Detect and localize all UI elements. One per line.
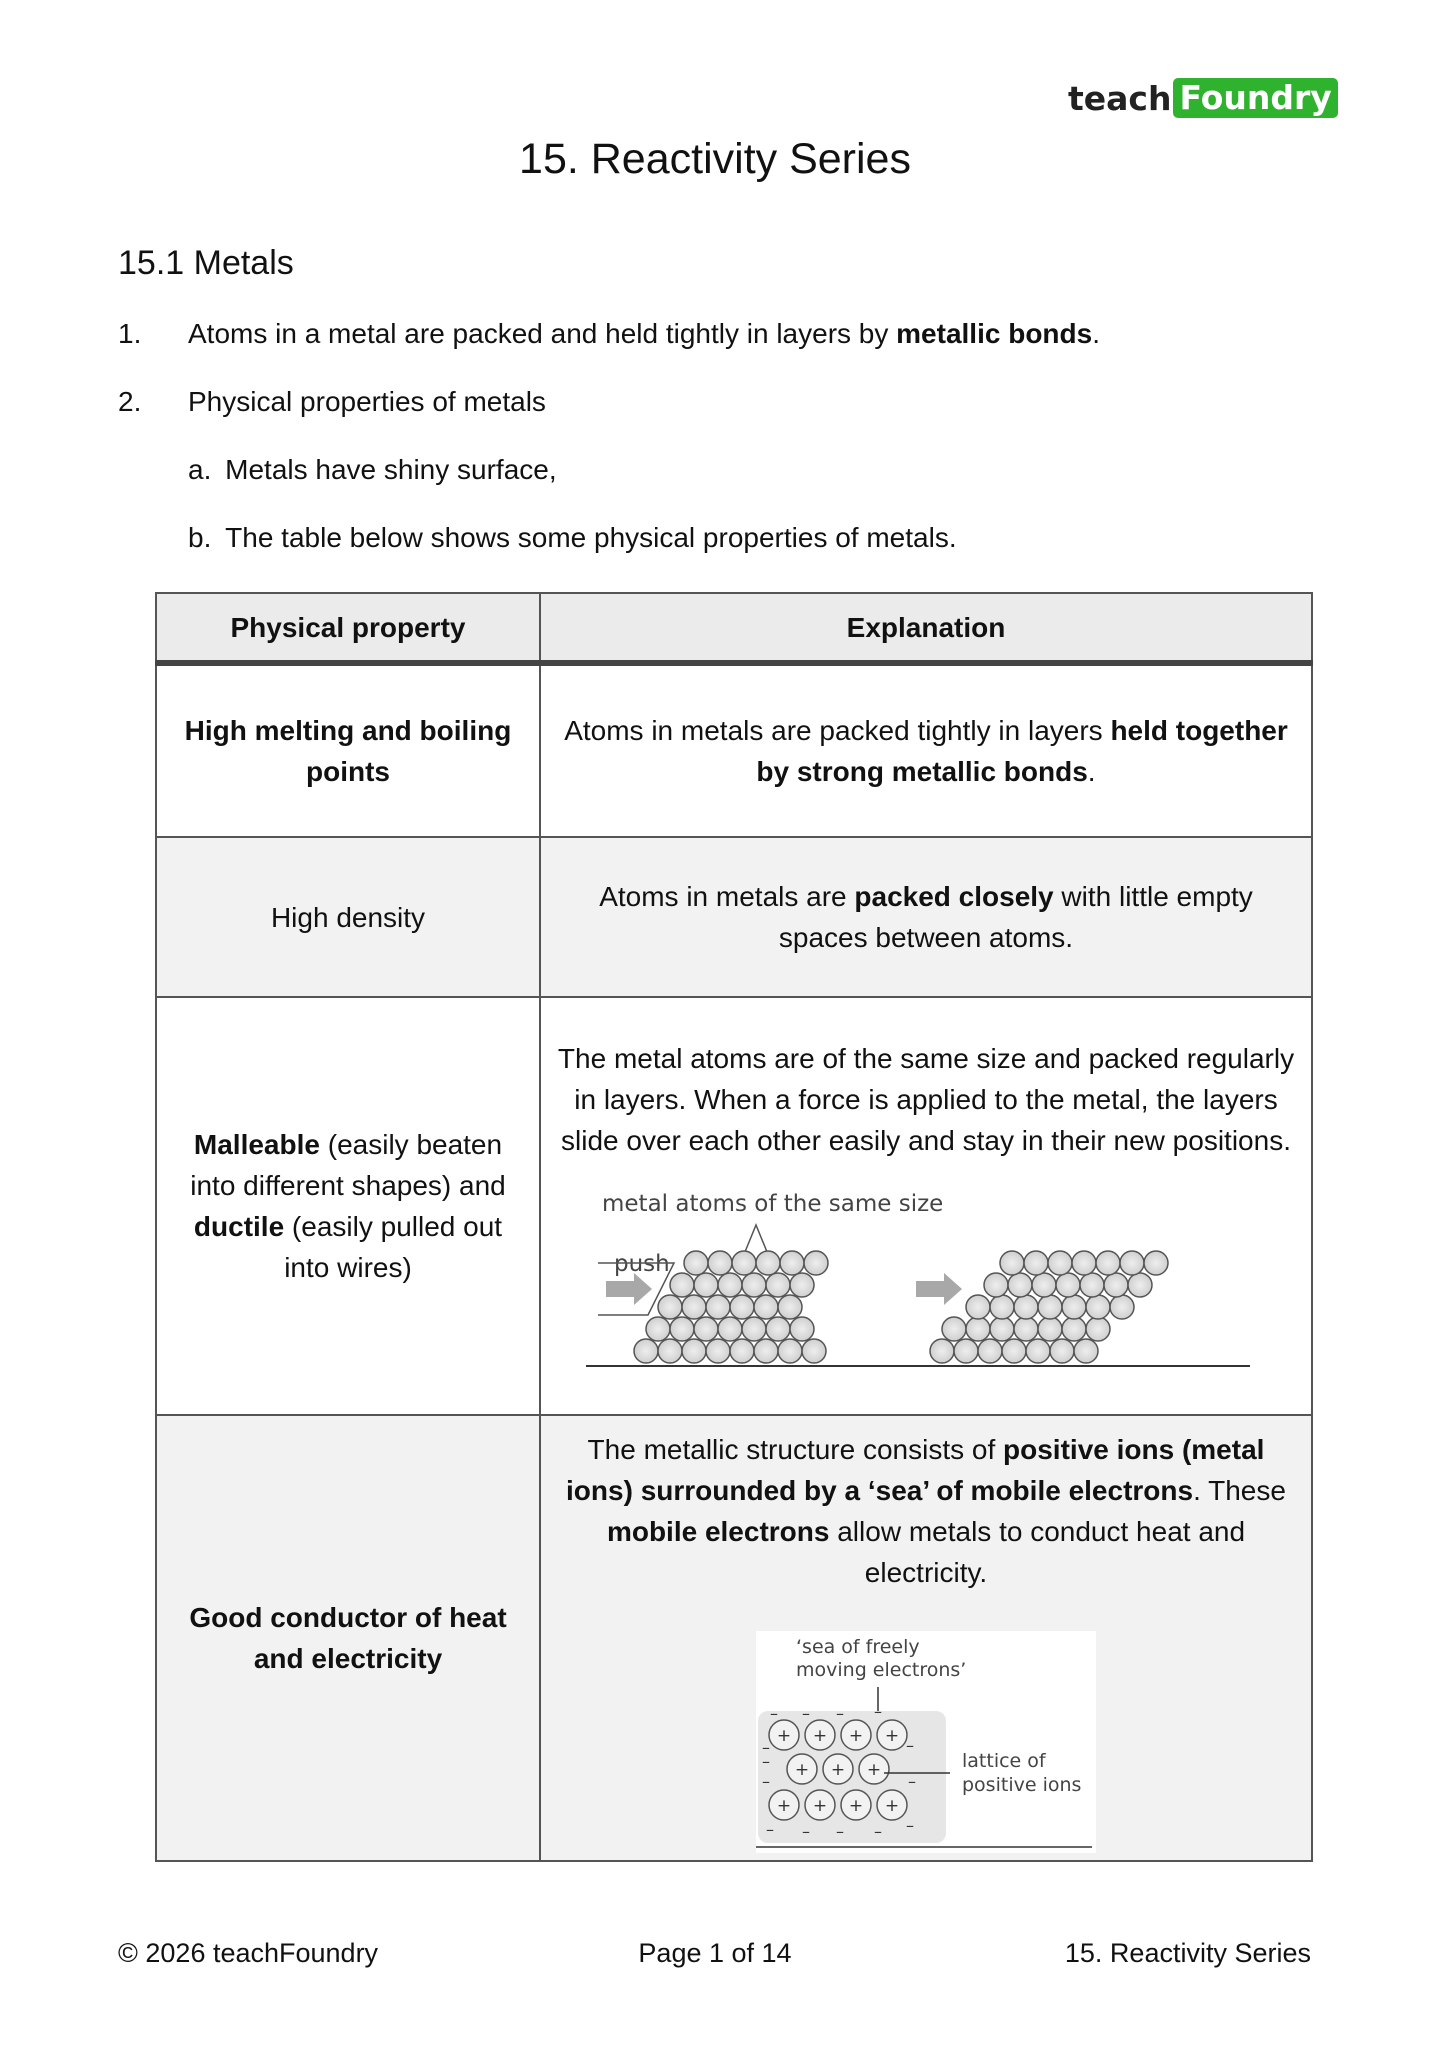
- metal-atom: [1086, 1295, 1110, 1319]
- electron-minus-icon: –: [762, 1772, 770, 1791]
- explanation-cell: [540, 1415, 1312, 1861]
- electron-minus-icon: –: [802, 1822, 810, 1841]
- plus-icon: +: [848, 1726, 864, 1746]
- explanation-bold: mobile electrons: [606, 1516, 830, 1547]
- property-cell: [156, 1415, 540, 1861]
- property-bold-malleable: Malleable: [193, 1129, 320, 1160]
- electron-minus-icon: –: [836, 1704, 844, 1723]
- table-row: [156, 997, 1312, 1415]
- metal-atom: [1144, 1251, 1168, 1275]
- metal-atom: [990, 1317, 1014, 1341]
- explanation-end: .: [1087, 756, 1096, 787]
- electron-minus-icon: –: [770, 1704, 778, 1723]
- metal-atom: [706, 1295, 730, 1319]
- metal-atom: [1014, 1317, 1038, 1341]
- metal-atom: [1086, 1317, 1110, 1341]
- plus-icon: +: [830, 1760, 846, 1780]
- metal-atom: [694, 1317, 718, 1341]
- metal-atom: [682, 1339, 706, 1363]
- property-cell: [156, 663, 540, 837]
- property-cell: [156, 997, 540, 1415]
- metal-atom: [646, 1317, 670, 1341]
- explanation-cell: [540, 837, 1312, 997]
- label-sea-line1: ‘sea of freely: [796, 1636, 920, 1658]
- electron-minus-icon: –: [762, 1738, 770, 1757]
- footer-page-number: Page 1 of 14: [638, 1938, 792, 1968]
- point-text: Physical properties of metals: [188, 386, 546, 417]
- subpoint-b: [188, 522, 957, 554]
- metal-atom: [742, 1273, 766, 1297]
- property-text: (easily beaten into different shapes) and: [190, 1129, 506, 1201]
- explanation-end: with little empty spaces between atoms.: [778, 881, 1253, 953]
- electron-minus-icon: –: [906, 1816, 914, 1835]
- point-text: [188, 318, 1100, 350]
- property-name: High melting and boiling points: [184, 715, 512, 787]
- metal-atom: [1050, 1339, 1074, 1363]
- metal-atom: [718, 1317, 742, 1341]
- metal-atom: [1062, 1317, 1086, 1341]
- metal-atom: [802, 1339, 826, 1363]
- table-row: [156, 663, 1312, 837]
- metal-atom: [756, 1251, 780, 1275]
- teachfoundry-logo: [1068, 78, 1338, 118]
- metal-atom: [694, 1273, 718, 1297]
- metal-atom: [1048, 1251, 1072, 1275]
- plus-icon: +: [776, 1796, 792, 1816]
- metal-atom: [1104, 1273, 1128, 1297]
- explanation-bold: positive ions (metal ions) surrounded by a ‘sea’ of mobile electrons: [566, 1434, 1265, 1506]
- metal-atom: [966, 1317, 990, 1341]
- subpoint-a: [188, 454, 557, 486]
- explanation-text: Atoms in metals are: [599, 881, 855, 912]
- metal-atom: [658, 1295, 682, 1319]
- metal-atom: [766, 1273, 790, 1297]
- metal-atom: [984, 1273, 1008, 1297]
- metal-atom: [978, 1339, 1002, 1363]
- metal-atom: [966, 1295, 990, 1319]
- section-heading: 15.1 Metals: [118, 244, 294, 282]
- explanation-text: [555, 1423, 1297, 1593]
- plus-icon: +: [884, 1726, 900, 1746]
- metal-atom: [658, 1339, 682, 1363]
- electron-minus-icon: –: [908, 1772, 916, 1791]
- electron-minus-icon: –: [802, 1704, 810, 1723]
- metal-atom: [634, 1339, 658, 1363]
- metal-atom: [754, 1339, 778, 1363]
- metal-atom: [942, 1317, 966, 1341]
- header-physical-property: Physical property: [156, 593, 540, 663]
- metal-atom: [718, 1273, 742, 1297]
- metal-atom: [730, 1295, 754, 1319]
- metal-atom: [990, 1295, 1014, 1319]
- properties-table: [155, 592, 1313, 1862]
- metal-atom: [1032, 1273, 1056, 1297]
- push-arrow-icon: [606, 1273, 652, 1305]
- electron-minus-icon: –: [874, 1822, 882, 1841]
- table-row: [156, 1415, 1312, 1861]
- label-lattice-line2: positive ions: [962, 1774, 1082, 1796]
- metal-atom: [1062, 1295, 1086, 1319]
- metal-atom: [1014, 1295, 1038, 1319]
- point-text-bold: metallic bonds: [896, 318, 1093, 349]
- explanation-text: The metal atoms are of the same size and packed regularly in layers. When a force is applied to the metal, the layers slide over each other easily and stay in their new positions.: [557, 1042, 1295, 1156]
- label-sea-line2: moving electrons’: [796, 1659, 967, 1681]
- logo-text-foundry: Foundry: [1173, 78, 1337, 118]
- metal-atom: [1024, 1251, 1048, 1275]
- metal-atom: [732, 1251, 756, 1275]
- metal-atom: [780, 1251, 804, 1275]
- subpoint-letter: b.: [188, 522, 212, 553]
- metal-atom: [1008, 1273, 1032, 1297]
- property-bold-ductile: ductile: [193, 1211, 285, 1242]
- plus-icon: +: [776, 1726, 792, 1746]
- metal-atom: [1038, 1295, 1062, 1319]
- metal-atom: [682, 1295, 706, 1319]
- plus-icon: +: [884, 1796, 900, 1816]
- metal-atom: [730, 1339, 754, 1363]
- plus-icon: +: [812, 1796, 828, 1816]
- subpoint-letter: a.: [188, 454, 212, 485]
- metal-atom: [1000, 1251, 1024, 1275]
- metal-atom: [1038, 1317, 1062, 1341]
- metal-atom: [708, 1251, 732, 1275]
- header-explanation: Explanation: [540, 593, 1312, 663]
- metal-atom: [1074, 1339, 1098, 1363]
- metal-atom: [1120, 1251, 1144, 1275]
- metal-atom: [930, 1339, 954, 1363]
- subpoint-text: Metals have shiny surface,: [225, 454, 557, 485]
- metal-atom: [790, 1273, 814, 1297]
- metal-atom: [954, 1339, 978, 1363]
- metal-atom: [670, 1273, 694, 1297]
- metal-atom: [804, 1251, 828, 1275]
- explanation-text-plain: The metallic structure consists of: [587, 1434, 1004, 1465]
- plus-icon: +: [866, 1760, 882, 1780]
- subpoint-text: The table below shows some physical properties of metals.: [225, 522, 957, 553]
- page-title: 15. Reactivity Series: [519, 135, 911, 183]
- property-text-end: (easily pulled out into wires): [284, 1211, 503, 1283]
- footer-copyright: © 2026 teachFoundry: [118, 1938, 379, 1968]
- metal-atom: [684, 1251, 708, 1275]
- metal-atom: [1080, 1273, 1104, 1297]
- metal-atom: [778, 1339, 802, 1363]
- plus-icon: +: [812, 1726, 828, 1746]
- metal-atom: [1056, 1273, 1080, 1297]
- malleability-diagram: [586, 1181, 1266, 1381]
- metal-atom: [1002, 1339, 1026, 1363]
- explanation-cell: [540, 997, 1312, 1415]
- explanation-end: allow metals to conduct heat and electricity.: [829, 1516, 1246, 1588]
- explanation-bold: packed closely: [854, 881, 1054, 912]
- table-header-row: [156, 593, 1312, 663]
- metal-atom: [670, 1317, 694, 1341]
- metal-atom: [1072, 1251, 1096, 1275]
- explanation-cell: [540, 663, 1312, 837]
- electron-minus-icon: –: [766, 1820, 774, 1839]
- logo-text-teach: teach: [1068, 78, 1172, 118]
- label-lattice-line1: lattice of: [962, 1750, 1046, 1772]
- metal-atom: [778, 1295, 802, 1319]
- metal-atom: [706, 1339, 730, 1363]
- metal-atom: [790, 1317, 814, 1341]
- property-name: High density: [270, 901, 426, 933]
- property-name: Good conductor of heat and electricity: [189, 1602, 507, 1674]
- point-number: 2.: [118, 386, 142, 417]
- metal-atom: [1110, 1295, 1134, 1319]
- metal-atom: [742, 1317, 766, 1341]
- electron-minus-icon: –: [836, 1822, 844, 1841]
- point-text-end: .: [1092, 318, 1100, 349]
- metallic-bonding-diagram: [756, 1631, 1096, 1853]
- atom-stack-after: [930, 1251, 1168, 1363]
- electron-minus-icon: –: [906, 1736, 914, 1755]
- metal-atom: [754, 1295, 778, 1319]
- plus-icon: +: [848, 1796, 864, 1816]
- metal-atom: [1026, 1339, 1050, 1363]
- metal-atom: [1128, 1273, 1152, 1297]
- point-number: 1.: [118, 318, 142, 349]
- property-cell: [156, 837, 540, 997]
- label-push: push: [614, 1250, 670, 1277]
- electron-minus-icon: –: [762, 1752, 770, 1771]
- metal-atom: [1096, 1251, 1120, 1275]
- metal-atom: [766, 1317, 790, 1341]
- point-text-plain: Atoms in a metal are packed and held tightly in layers by: [188, 318, 897, 349]
- explanation-text-mid: . These: [1193, 1475, 1286, 1506]
- table-row: [156, 837, 1312, 997]
- electron-minus-icon: –: [874, 1702, 882, 1721]
- footer-chapter-title: 15. Reactivity Series: [1064, 1938, 1311, 1968]
- plus-icon: +: [794, 1760, 810, 1780]
- explanation-text: Atoms in metals are packed tightly in layers: [564, 715, 1111, 746]
- result-arrow-icon: [916, 1273, 962, 1305]
- explanation-bold: held together by strong metallic bonds: [756, 715, 1288, 787]
- label-atoms-same-size: metal atoms of the same size: [602, 1190, 944, 1217]
